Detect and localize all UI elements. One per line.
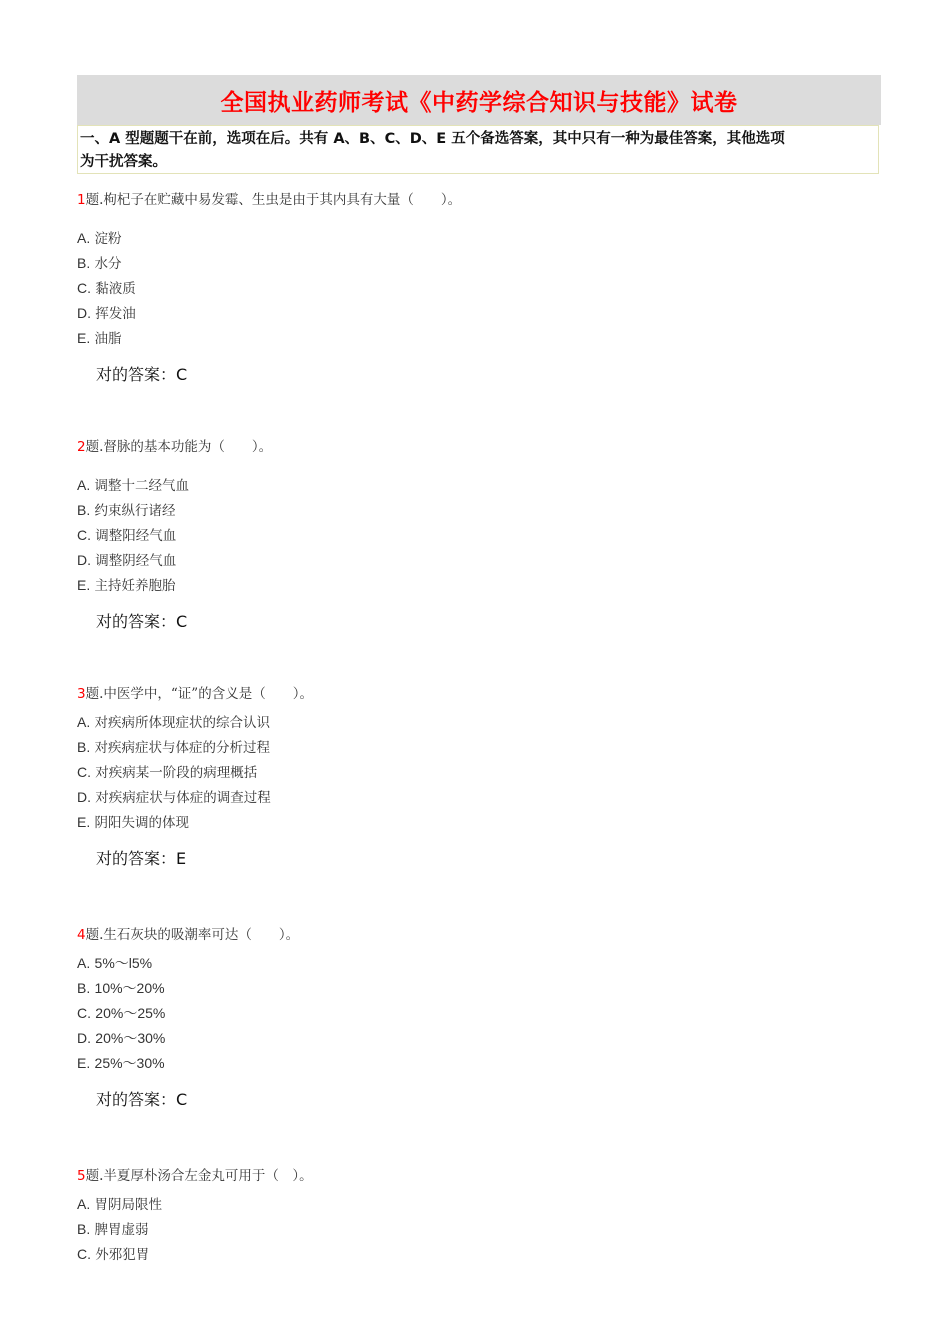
option-d: D. 调整阴经气血	[77, 552, 177, 569]
question-text: 题.半夏厚朴汤合左金丸可用于（ ）。	[85, 1168, 313, 1184]
instructions-line-2: 为干扰答案。	[80, 154, 167, 170]
question-text: 题.督脉的基本功能为（ ）。	[85, 439, 273, 455]
option-list	[77, 226, 877, 351]
option-a: A. 调整十二经气血	[77, 477, 190, 494]
option-b: B. 对疾病症状与体症的分析过程	[77, 739, 271, 756]
question-stem	[77, 684, 877, 704]
question-text: 题.中医学中，“证”的含义是（ ）。	[85, 686, 313, 702]
option-list	[77, 473, 877, 598]
question-5	[77, 1166, 877, 1267]
page-title: 全国执业药师考试《中药学综合知识与技能》试卷	[220, 89, 738, 116]
question-1	[77, 190, 877, 387]
question-4	[77, 925, 877, 1112]
option-d: D. 对疾病症状与体症的调查过程	[77, 789, 271, 806]
option-b: B. 水分	[77, 255, 122, 272]
option-list	[77, 951, 877, 1076]
question-number: 2	[77, 439, 86, 455]
option-e: E. 25%～30%	[77, 1055, 165, 1071]
question-text: 题.枸杞子在贮藏中易发霉、生虫是由于其内具有大量（ ）。	[85, 192, 462, 208]
correct-answer: 对的答案：C	[96, 365, 188, 384]
option-b: B. 脾胃虚弱	[77, 1221, 149, 1238]
option-e: E. 油脂	[77, 330, 122, 347]
question-number: 3	[77, 686, 86, 702]
question-stem	[77, 437, 877, 457]
correct-answer: 对的答案：E	[96, 849, 187, 868]
question-2	[77, 437, 877, 634]
option-c: C. 对疾病某一阶段的病理概括	[77, 764, 258, 781]
option-b: B. 10%～20%	[77, 980, 165, 996]
question-stem	[77, 1166, 877, 1186]
option-c: C. 黏液质	[77, 280, 136, 297]
option-c: C. 调整阳经气血	[77, 527, 177, 544]
option-d: D. 挥发油	[77, 305, 136, 322]
option-c: C. 外邪犯胃	[77, 1246, 150, 1263]
question-3	[77, 684, 877, 871]
title-bar	[77, 75, 881, 125]
option-a: A. 淀粉	[77, 230, 122, 247]
question-number: 4	[77, 927, 86, 943]
option-list	[77, 710, 877, 835]
option-e: E. 主持妊养胞胎	[77, 577, 176, 594]
option-list	[77, 1192, 877, 1267]
question-stem	[77, 190, 877, 210]
option-a: A. 5%～l5%	[77, 955, 153, 971]
question-number: 5	[77, 1168, 86, 1184]
section-instructions	[77, 125, 879, 174]
question-text: 题.生石灰块的吸潮率可达（ ）。	[85, 927, 300, 943]
option-a: A. 对疾病所体现症状的综合认识	[77, 714, 271, 731]
option-a: A. 胃阴局限性	[77, 1196, 163, 1213]
option-c: C. 20%～25%	[77, 1005, 166, 1021]
option-d: D. 20%～30%	[77, 1030, 166, 1046]
instructions-line-1: 一、A 型题题干在前，选项在后。共有 A、B、C、D、E 五个备选答案，其中只有一种为最佳答案，其他选项	[80, 131, 785, 147]
correct-answer: 对的答案：C	[96, 1090, 188, 1109]
option-e: E. 阴阳失调的体现	[77, 814, 190, 831]
question-stem	[77, 925, 877, 945]
correct-answer: 对的答案：C	[96, 612, 188, 631]
option-b: B. 约束纵行诸经	[77, 502, 176, 519]
question-number: 1	[77, 192, 86, 208]
